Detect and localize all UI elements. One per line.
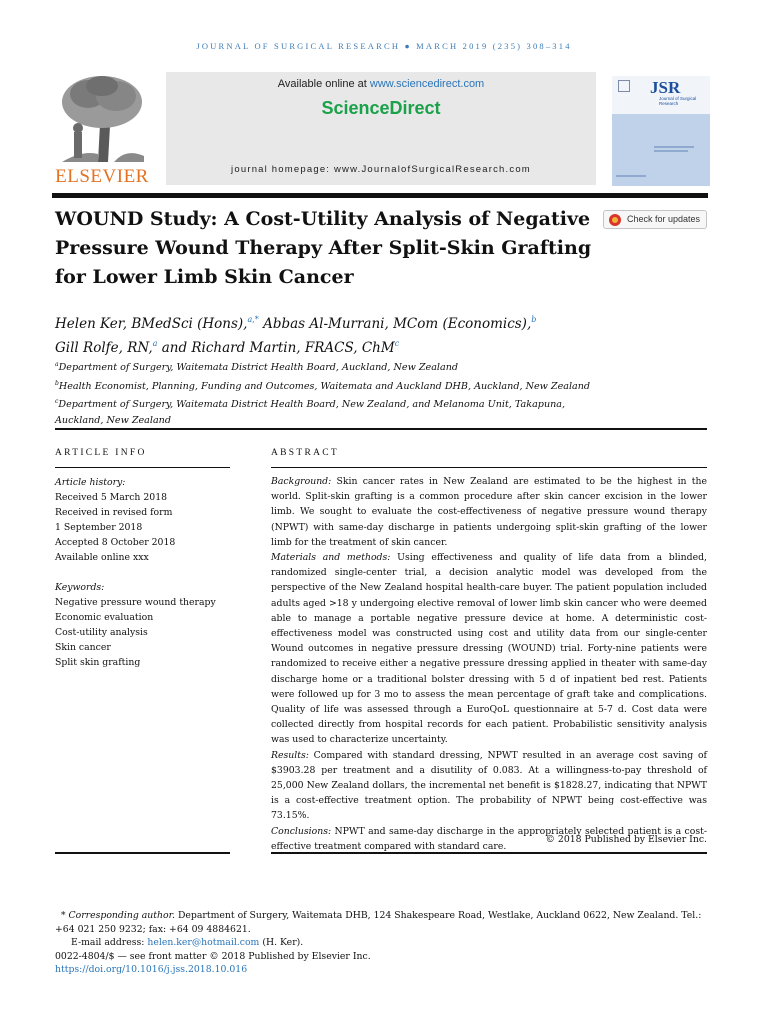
affiliation-text: Health Economist, Planning, Funding and Outcomes, Waitemata and Auckland DHB, Auckland, New Zealand: [58, 380, 591, 392]
keyword-item: Negative pressure wound therapy: [55, 597, 216, 608]
affiliation-item: [55, 357, 615, 376]
keywords: [55, 580, 230, 670]
article-title: WOUND Study: A Cost-Utility Analysis of Negative Pressure Wound Therapy After Split-Skin Grafting for Lower Limb Skin Cancer: [55, 208, 592, 288]
affiliation-text: Department of Surgery, Waitemata District Health Board, New Zealand, and Melanoma Unit, Takapuna,: [58, 399, 566, 410]
affiliation-item: [55, 394, 615, 413]
history-item: Available online xxx: [55, 552, 149, 563]
background-text: Skin cancer rates in New Zealand are estimated to be the highest in the world. Split-skin grafting is a common procedure after skin cancer excision in the lower limb. We sought to evaluate the cost-effectiveness of negative pressure wound therapy (NPWT) with same-day discharge in patients undergoing split-skin grafting of the lower limb for the treatment of skin cancer.: [271, 476, 707, 548]
keyword-item: Skin cancer: [55, 642, 111, 653]
article-info-rule: [55, 467, 230, 468]
available-online-prefix: Available online at: [277, 78, 370, 90]
methods-text: Using effectiveness and quality of life data from a blinded, randomized single-center trial, a decision analytic model was developed from the perspective of the New Zealand hospital health-care buyer. The patient population included adults aged >18 y undergoing elective removal of lower limb skin cancer who were deemed able to manage a portable negative pressure device at home. A deterministic cost-effectiveness model was constructed using cost and utility data from our single-center Wound outcomes in negative pressure dressing (WOUND) trial. Forty-nine patients were randomized to receive either a negative pressure dressing applied in theater with same-day discharge home or a traditional bolster dressing with 5 d of inpatient bed rest. Patients were followed up for 3 mo to assess the mean percentage of graft take and complications. Quality of life was assessed through a EuroQoL questionnaire at 5-7 d. Cost data were collected directly from hospital records for each patient. Probabilistic sensitivity analysis was used to characterize uncertainty.: [271, 552, 707, 746]
article-info-heading: ARTICLE INFO: [55, 448, 147, 458]
author-name: Gill Rolfe, RN,: [55, 340, 153, 356]
keywords-heading: Keywords:: [55, 582, 105, 593]
email-suffix: (H. Ker).: [259, 937, 304, 948]
keyword-item: Split skin grafting: [55, 657, 141, 668]
results-label: Results:: [271, 749, 309, 761]
affiliation-text: Department of Surgery, Waitemata District Health Board, Auckland, New Zealand: [58, 362, 459, 373]
keyword-item: Economic evaluation: [55, 612, 154, 623]
doi-link[interactable]: https://doi.org/10.1016/j.jss.2018.10.016: [55, 964, 248, 975]
available-online-text: [166, 78, 596, 90]
abstract-body: [271, 474, 707, 854]
cover-text-line: [654, 150, 688, 152]
results-text: Compared with standard dressing, NPWT resulted in an average cost saving of $3903.28 per treatment and a disutility of 0.083. At a willingness-to-pay threshold of 25,000 New Zealand dollars, the incremental net benefit is $1828.27, indicating that NPWT is a cost-effective treatment option. The probability of NPWT being cost-effective was 73.15%.: [271, 749, 707, 822]
history-item: Accepted 8 October 2018: [55, 537, 176, 548]
affiliation-mark: a: [55, 361, 59, 368]
conclusions-label: Conclusions:: [271, 825, 332, 837]
cover-jsr-subtitle: Journal of Surgical Research: [659, 96, 697, 106]
affiliation-list: [55, 357, 615, 428]
sciencedirect-banner: [166, 72, 596, 185]
cover-text-line: [616, 175, 646, 177]
affiliation-text: Auckland, New Zealand: [55, 414, 172, 426]
journal-running-header: JOURNAL OF SURGICAL RESEARCH ● MARCH 2019 (235) 308–314: [196, 41, 572, 51]
cover-jsr-title: JSR: [650, 78, 681, 97]
front-matter-line: 0022-4804/$ — see front matter © 2018 Published by Elsevier Inc.: [55, 950, 371, 962]
author-affiliation-mark[interactable]: a: [152, 339, 158, 348]
email-line: [55, 936, 710, 950]
cover-text-line: [654, 146, 694, 148]
author-name: Helen Ker, BMedSci (Hons),: [55, 316, 248, 332]
abstract-bottom-rule: [271, 852, 707, 854]
journal-cover-thumbnail: [612, 76, 710, 186]
author-affiliation-mark[interactable]: a,*: [247, 315, 259, 324]
article-history-heading: Article history:: [55, 477, 126, 488]
author-list: [55, 310, 615, 358]
author-name: Abbas Al-Murrani, MCom (Economics),: [258, 316, 532, 332]
affiliation-item: [55, 413, 615, 429]
background-label: Background:: [271, 476, 332, 487]
footnotes: [55, 909, 710, 977]
sciencedirect-link[interactable]: www.sciencedirect.com: [369, 78, 485, 90]
section-divider: [55, 428, 707, 430]
sciencedirect-logo-text: ScienceDirect: [321, 98, 441, 118]
author-affiliation-mark[interactable]: b: [531, 315, 537, 324]
banner-divider: [52, 193, 708, 198]
abstract-background: [271, 474, 707, 550]
email-prefix: E-mail address:: [71, 937, 148, 948]
affiliation-item: [55, 376, 615, 395]
affiliation-mark: b: [55, 379, 59, 387]
corresponding-author-note: * Corresponding author. Department of Surgery, Waitemata DHB, 124 Shakespeare Road, Westlake, Auckland 0622, New Zealand. Tel.: +64 021 250 9232; fax: +64 09 4884621.: [55, 910, 702, 935]
elsevier-wordmark: ELSEVIER: [55, 166, 149, 187]
affiliation-mark: c: [55, 398, 59, 405]
article-info-bottom-rule: [55, 852, 230, 854]
corresponding-text: Department of Surgery, Waitemata DHB, 124 Shakespeare Road, Westlake, Auckland 0622, New Zealand. Tel.: +64 021 250 9232; fax: +64 09 4884621.: [55, 910, 702, 935]
abstract-copyright: © 2018 Published by Elsevier Inc.: [545, 834, 707, 845]
abstract-results: [271, 748, 707, 824]
crossmark-icon: [609, 214, 621, 226]
abstract-heading: ABSTRACT: [271, 448, 340, 458]
abstract-rule: [271, 467, 707, 468]
check-for-updates-button[interactable]: [603, 210, 707, 229]
check-for-updates-label: Check for updates: [627, 214, 701, 224]
history-item: 1 September 2018: [55, 522, 143, 533]
article-history: [55, 475, 230, 565]
keyword-item: Cost-utility analysis: [55, 627, 148, 638]
conclusions-text: NPWT and same-day discharge in the appropriately selected patient is a cost-effective treatment compared with standard care.: [271, 825, 707, 852]
abstract-methods: [271, 550, 707, 748]
methods-label: Materials and methods:: [271, 552, 391, 564]
journal-homepage-text[interactable]: journal homepage: www.JournalofSurgicalResearch.com: [231, 164, 531, 175]
cover-emblem-icon: [618, 80, 630, 92]
author-name: and Richard Martin, FRACS, ChM: [157, 340, 395, 356]
email-link[interactable]: helen.ker@hotmail.com: [147, 937, 260, 948]
author-affiliation-mark[interactable]: c: [394, 339, 400, 348]
history-item: Received 5 March 2018: [55, 492, 168, 503]
history-item: Received in revised form: [55, 507, 173, 518]
corresponding-label: Corresponding author.: [68, 910, 175, 921]
